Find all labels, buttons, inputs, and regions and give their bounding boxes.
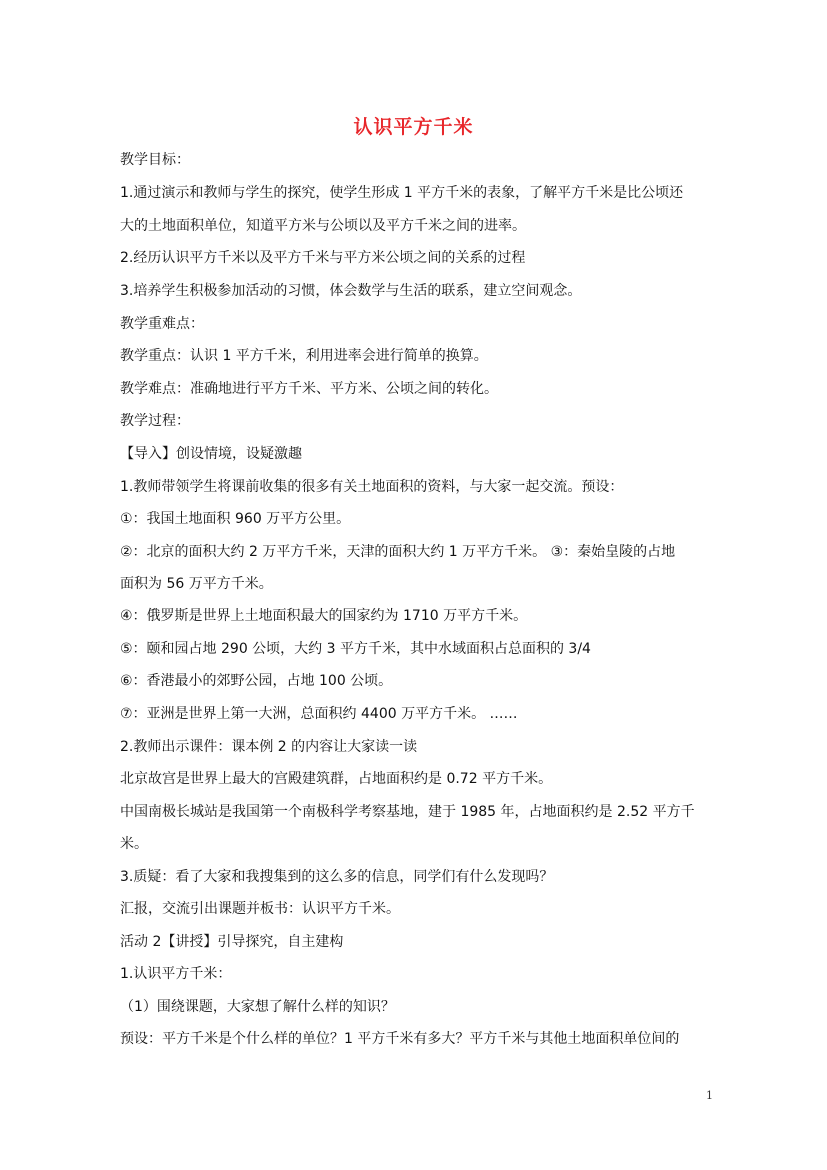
text-line: 1.通过演示和教师与学生的探究，使学生形成 1 平方千米的表象，了解平方千米是比公顷还: [120, 185, 684, 201]
text-line: 【导入】创设情境，设疑激趣: [120, 446, 302, 462]
text-line: 预设：平方千米是个什么样的单位？1 平方千米有多大？平方千米与其他土地面积单位间的: [120, 1031, 680, 1047]
text-line: 大的土地面积单位，知道平方米与公顷以及平方千米之间的进率。: [120, 218, 526, 234]
text-line: 3.质疑：看了大家和我搜集到的这么多的信息，同学们有什么发现吗？: [120, 869, 554, 885]
text-line: 汇报，交流引出课题并板书：认识平方千米。: [120, 901, 400, 917]
text-line: 教学重难点：: [120, 316, 204, 332]
text-line: 面积为 56 万平方千米。: [120, 576, 273, 592]
text-line: 1.教师带领学生将课前收集的很多有关土地面积的资料，与大家一起交流。预设：: [120, 479, 624, 495]
text-line: 米。: [120, 836, 148, 852]
text-line: 北京故宫是世界上最大的宫殿建筑群，占地面积约是 0.72 平方千米。: [120, 771, 553, 787]
text-line: ②：北京的面积大约 2 万平方千米，天津的面积大约 1 万平方千米。 ③：秦始皇陵的占地: [120, 544, 676, 560]
page-number: 1: [706, 1089, 713, 1102]
text-line: （1）围绕课题，大家想了解什么样的知识？: [120, 999, 395, 1015]
text-line: 活动 2【讲授】引导探究，自主建构: [120, 934, 344, 950]
document-title: 认识平方千米: [353, 116, 474, 138]
text-line: ⑦：亚洲是世界上第一大洲，总面积约 4400 万平方千米。 ……: [120, 706, 518, 722]
text-line: 中国南极长城站是我国第一个南极科学考察基地，建于 1985 年，占地面积约是 2.52 平方千: [120, 804, 695, 820]
text-line: ④：俄罗斯是世界上土地面积最大的国家约为 1710 万平方千米。: [120, 608, 528, 624]
text-line: 教学难点：准确地进行平方千米、平方米、公顷之间的转化。: [120, 381, 498, 397]
text-line: 2.教师出示课件：课本例 2 的内容让大家读一读: [120, 739, 418, 755]
text-line: ⑤：颐和园占地 290 公顷，大约 3 平方千米，其中水域面积占总面积的 3/4: [120, 641, 591, 657]
text-line: 教学过程：: [120, 413, 190, 429]
text-line: 3.培养学生积极参加活动的习惯，体会数学与生活的联系，建立空间观念。: [120, 283, 582, 299]
text-line: 1.认识平方千米：: [120, 966, 232, 982]
text-line: 教学目标：: [120, 152, 190, 168]
text-line: ①：我国土地面积 960 万平方公里。: [120, 511, 351, 527]
text-line: 2.经历认识平方千米以及平方千米与平方米公顷之间的关系的过程: [120, 250, 526, 266]
text-line: 教学重点：认识 1 平方千米，利用进率会进行简单的换算。: [120, 348, 488, 364]
text-line: ⑥：香港最小的郊野公园，占地 100 公顷。: [120, 673, 393, 689]
